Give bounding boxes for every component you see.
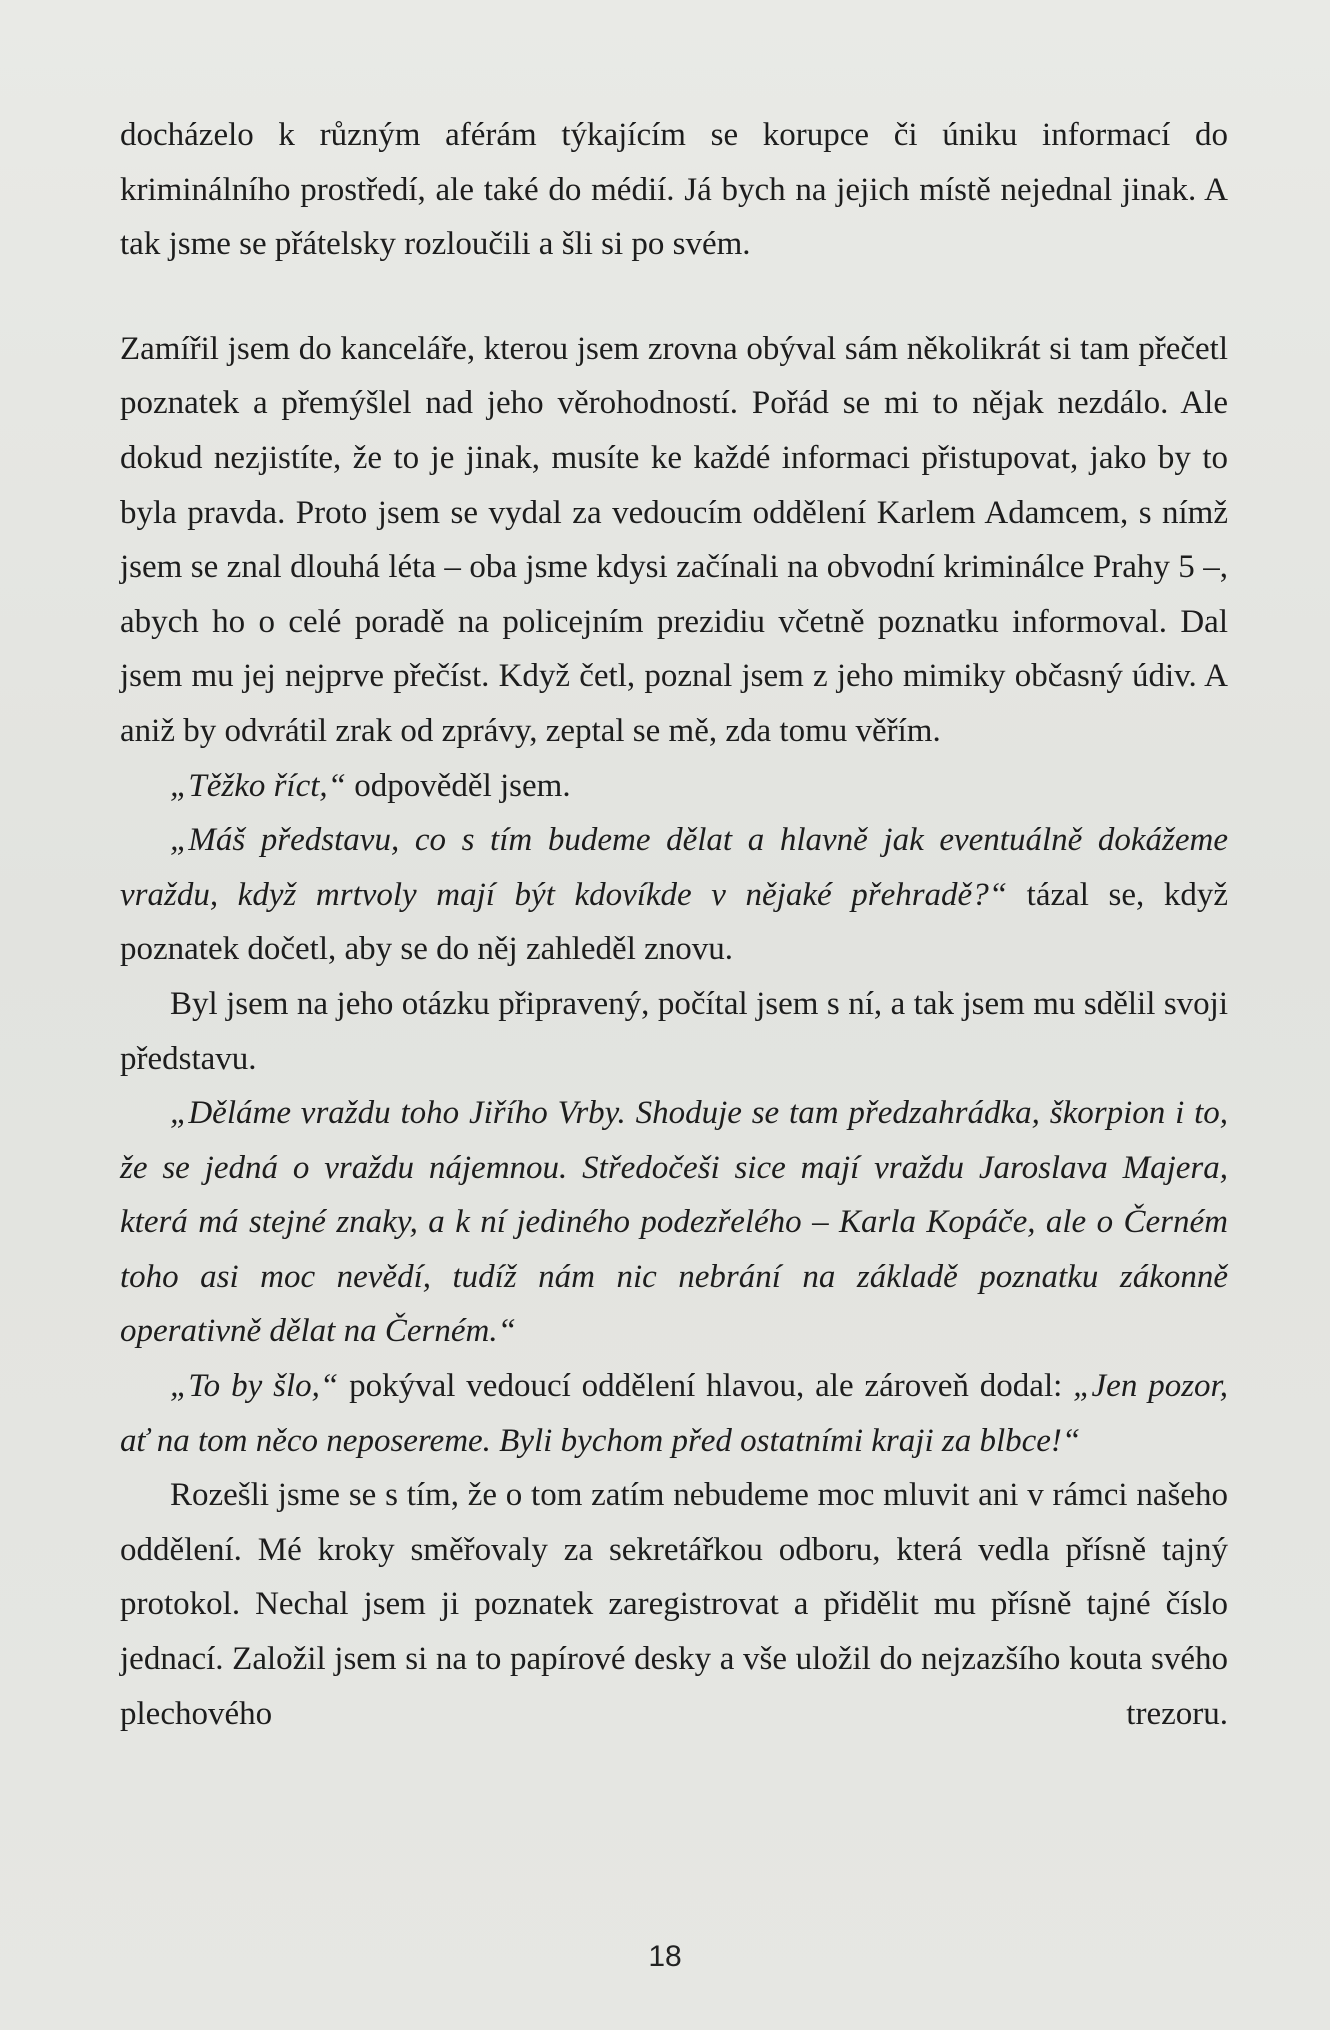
italic-span: „Těžko říct,“ — [170, 767, 347, 804]
text-span: odpověděl jsem. — [346, 767, 571, 804]
text-span: Byl jsem na jeho otázku připravený, počítal jsem s ní, a tak jsem mu sdělil svoji představu. — [120, 985, 1228, 1077]
italic-span: „Máš představu, co s tím budeme dělat a hlavně jak eventuálně dokážeme vraždu, když mrtvoly mají být kdovíkde v nějaké přehradě?“ — [120, 822, 1228, 913]
paragraph-5 — [120, 977, 1228, 1086]
paragraph-2 — [120, 322, 1228, 759]
italic-span: „Jen pozor, ať na tom něco neposereme. Byli bychom před ostatními kraji za blbce!“ — [120, 1368, 1228, 1459]
paragraph-1 — [120, 108, 1228, 272]
paragraph-7 — [120, 1359, 1228, 1468]
italic-span: „Děláme vraždu toho Jiřího Vrby. Shoduje se tam předzahrádka, škorpion i to, že se jedná o vraždu nájemnou. Středočeši sice mají vraždu Jaroslava Majera, která má stejné znaky, a k ní jediného podezřelého – Karla Kopáče, ale o Černém toho asi moc nevědí, tudíž nám nic nebrání na základě poznatku zákonně operativně dělat na Černém.“ — [120, 1095, 1228, 1350]
text-span: Zamířil jsem do kanceláře, kterou jsem zrovna obýval sám několikrát si tam přečetl poznatek a přemýšlel nad jeho věrohodností. Pořád se mi to nějak nezdálo. Ale dokud nezjistíte, že to je jinak, musíte ke každé informaci přistupovat, jako by to byla pravda. Proto jsem se vydal za vedoucím oddělení Karlem Adamcem, s nímž jsem se znal dlouhá léta – oba jsme kdysi začínali na obvodní kriminálce Prahy 5 –, abych ho o celé poradě na policejním prezidiu včetně poznatku informoval. Dal jsem mu jej nejprve přečíst. Když četl, poznal jsem z jeho mimiky občasný údiv. A aniž by odvrátil zrak od zprávy, zeptal se mě, zda tomu věřím. — [120, 330, 1228, 749]
paragraph-8 — [120, 1468, 1228, 1741]
text-span: docházelo k různým aférám týkajícím se korupce či úniku informací do kriminálního prostředí, ale také do médií. Já bych na jejich místě nejednal jinak. A tak jsme se přátelsky rozloučili a šli si po svém. — [120, 117, 1228, 263]
paragraph-3 — [120, 759, 1228, 814]
text-span: tázal se, když poznatek dočetl, aby se do něj zahleděl znovu. — [120, 876, 1228, 968]
paragraph-6 — [120, 1086, 1228, 1359]
text-span: pokýval vedoucí oddělení hlavou, ale zároveň dodal: — [338, 1368, 1074, 1405]
paragraph-4 — [120, 813, 1228, 977]
page-number: 18 — [648, 1940, 682, 1973]
body-text — [120, 108, 1228, 1741]
text-span: Rozešli jsme se s tím, že o tom zatím nebudeme moc mluvit ani v rámci našeho oddělení. Mé kroky směřovaly za sekretářkou odboru, která vedla přísně tajný protokol. Nechal jsem ji poznatek zaregistrovat a přidělit mu přísně tajné číslo jednací. Založil jsem si na to papírové desky a vše uložil do nejzazšího kouta svého plechového trezoru. — [120, 1477, 1228, 1732]
italic-span: „To by šlo,“ — [170, 1368, 339, 1405]
